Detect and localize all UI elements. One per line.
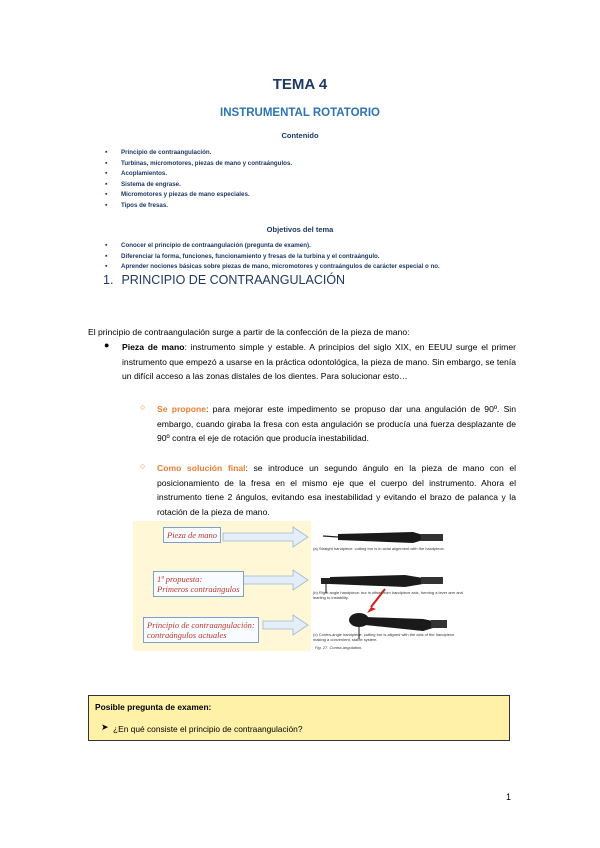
figure-caption-c: (c) Contra-angle handpiece: cutting bur is aligned with the axis of the handpiece making a convenient, stable system. bbox=[313, 632, 455, 642]
contenido-heading: Contenido bbox=[281, 131, 319, 140]
arrow-icon bbox=[223, 527, 308, 547]
page-number: 1 bbox=[506, 792, 512, 802]
list-item: ▪ Aprender nociones básicas sobre piezas de mano, micromotores y contraángulos de carácter especial o no. bbox=[105, 262, 440, 273]
figure-label-line: Principio de contraangulación: bbox=[147, 620, 255, 630]
list-item: ▪ Diferenciar la forma, funciones, funcionamiento y fresas de la turbina y el contraángulo. bbox=[105, 252, 440, 263]
figure-label bbox=[143, 617, 259, 643]
contra-angulation-figure bbox=[133, 521, 467, 651]
section-title: PRINCIPIO DE CONTRAANGULACIÓN bbox=[121, 273, 346, 287]
section-number: 1. bbox=[103, 273, 114, 287]
figure-label: Pieza de mano bbox=[163, 527, 221, 543]
figure-caption-b: (b) Right angle handpiece: bur is offset from handpiece axis, forming a lever arm and leading to instability. bbox=[313, 590, 464, 600]
list-item: ▪ Principio de contraangulación. bbox=[105, 148, 292, 159]
circle-bullet-icon: ○ bbox=[140, 402, 146, 412]
figure-label-line: 1ª propuesta: bbox=[157, 574, 203, 584]
bullet-icon: ● bbox=[104, 340, 110, 350]
circle-bullet-icon: ○ bbox=[140, 461, 146, 471]
exam-question: ¿En qué consiste el principio de contraangulación? bbox=[113, 724, 303, 734]
list-item: ▪ Turbinas, micromotores, piezas de mano y contraángulos. bbox=[105, 159, 292, 170]
sub-label: Se propone bbox=[157, 404, 207, 414]
sub-bullet-propone bbox=[157, 402, 516, 446]
list-item: ▪ Acoplamientos. bbox=[105, 169, 292, 180]
figure-label-line: contraángulos actuales bbox=[147, 630, 227, 640]
intro-paragraph: El principio de contraangulación surge a partir de la confección de la pieza de mano: bbox=[88, 327, 410, 337]
figure-label bbox=[153, 571, 244, 597]
bullet-text: : instrumento simple y estable. A principios del siglo XIX, en EEUU surge el primer instrumento que empezó a usarse en la práctica odontológica, la pieza de mano. Sin embargo, se tenía un difícil acceso a las zonas distales de los dientes. Para solucionar esto… bbox=[122, 342, 516, 381]
list-item: ▪ Tipos de fresas. bbox=[105, 201, 292, 212]
section-heading bbox=[103, 273, 345, 287]
bullet-pieza-de-mano bbox=[122, 340, 516, 384]
arrow-bullet-icon: ➤ bbox=[101, 722, 109, 732]
bullet-label: Pieza de mano bbox=[122, 342, 185, 352]
sub-text: : para mejorar este impedimento se propuso dar una angulación de 90º. Sin embargo, cuando giraba la fresa con esta angulación se producía una fuerza desplazante de 90º contra el eje de rotación que producía inestabilidad. bbox=[157, 404, 516, 443]
objetivos-heading: Objetivos del tema bbox=[266, 225, 334, 234]
figure-caption-a: (a) Straight handpiece: cutting bur is in axial alignment with the handpiece. bbox=[313, 546, 445, 551]
list-item: ▪ Sistema de engrase. bbox=[105, 180, 292, 191]
arrow-icon bbox=[263, 615, 308, 635]
sub-bullet-solucion bbox=[157, 461, 516, 519]
page-subtitle: INSTRUMENTAL ROTATORIO bbox=[220, 107, 380, 119]
list-item: ▪ Conocer el principio de contraangulación (pregunta de examen). bbox=[105, 241, 440, 252]
contenido-list bbox=[105, 148, 292, 212]
exam-box-title: Posible pregunta de examen: bbox=[95, 702, 212, 712]
figure-caption: Fig. 27. Contra-angulation. bbox=[315, 645, 363, 650]
list-item: ▪ Micromotores y piezas de mano especiales. bbox=[105, 190, 292, 201]
exam-question-box bbox=[88, 695, 510, 741]
sub-label: Como solución final bbox=[157, 463, 246, 473]
figure-label-line: Primeros contraángulos bbox=[157, 584, 240, 594]
objetivos-list bbox=[105, 241, 440, 273]
page-title: TEMA 4 bbox=[272, 76, 328, 93]
sub-text: : se introduce un segundo ángulo en la pieza de mano con el posicionamiento de la fresa en el mismo eje que el cuerpo del instrumento. Ahora el instrumento tiene 2 ángulos, evitando esa inestabilidad y evitando el brazo de palanca y la rotación de la pieza de mano. bbox=[157, 463, 517, 517]
